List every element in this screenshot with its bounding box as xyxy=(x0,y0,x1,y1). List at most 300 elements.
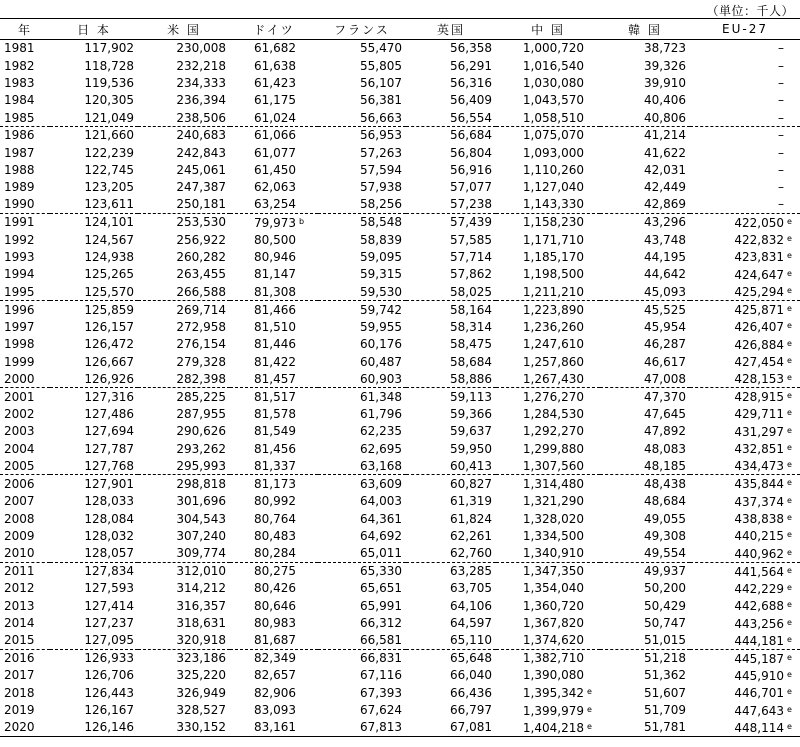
cell-korea xyxy=(600,126,690,143)
cell-year xyxy=(0,74,50,91)
cell-eu27 xyxy=(690,231,800,248)
cell-eu27 xyxy=(690,492,800,509)
cell-value: 1,334,500 xyxy=(522,528,584,543)
cell-france xyxy=(318,388,406,406)
cell-value: 126,146 xyxy=(84,720,134,735)
footnote-marker: e xyxy=(787,338,792,348)
cell-value: 83,161 xyxy=(254,720,296,735)
cell-korea xyxy=(600,231,690,248)
cell-value: 1994 xyxy=(4,267,35,282)
cell-germany xyxy=(230,719,318,737)
cell-germany xyxy=(230,196,318,213)
table-row xyxy=(0,318,800,335)
cell-uk xyxy=(406,179,496,196)
cell-france xyxy=(318,301,406,319)
cell-value: 61,682 xyxy=(254,41,296,56)
cell-korea xyxy=(600,580,690,597)
cell-value: 65,651 xyxy=(360,581,402,596)
cell-value: 1996 xyxy=(4,302,35,317)
cell-france xyxy=(318,318,406,335)
cell-france xyxy=(318,614,406,631)
cell-japan xyxy=(50,545,138,563)
cell-eu27 xyxy=(690,614,800,631)
cell-value: 1,043,570 xyxy=(522,93,584,108)
cell-value: 59,113 xyxy=(450,389,492,404)
cell-eu27 xyxy=(690,74,800,91)
footnote-marker: e xyxy=(787,216,792,226)
cell-usa xyxy=(138,266,230,283)
cell-value: 1,321,290 xyxy=(522,494,584,509)
cell-value: 323,186 xyxy=(176,651,226,666)
cell-germany xyxy=(230,614,318,631)
cell-usa xyxy=(138,40,230,57)
cell-value: 56,381 xyxy=(360,93,402,108)
cell-value: 282,398 xyxy=(176,371,226,386)
cell-value: 81,422 xyxy=(254,354,296,369)
cell-china xyxy=(496,649,600,667)
cell-value: 122,745 xyxy=(84,162,134,177)
cell-value: 59,955 xyxy=(360,319,402,334)
cell-japan xyxy=(50,231,138,248)
cell-korea xyxy=(600,510,690,527)
footnote-marker: e xyxy=(587,721,592,731)
cell-korea xyxy=(600,684,690,701)
cell-eu27 xyxy=(690,370,800,388)
cell-value: 80,275 xyxy=(254,564,296,579)
table-row xyxy=(0,492,800,509)
cell-china xyxy=(496,196,600,213)
cell-usa xyxy=(138,562,230,580)
cell-value: 447,643 xyxy=(734,703,784,718)
cell-value: 437,374 xyxy=(734,494,784,509)
cell-eu27 xyxy=(690,92,800,109)
cell-value: 2012 xyxy=(4,581,35,596)
cell-value: 309,774 xyxy=(176,546,226,561)
cell-year xyxy=(0,527,50,544)
cell-germany xyxy=(230,370,318,388)
cell-usa xyxy=(138,423,230,440)
cell-usa xyxy=(138,74,230,91)
cell-value: 2016 xyxy=(4,651,35,666)
cell-uk xyxy=(406,649,496,667)
table-row xyxy=(0,667,800,684)
header-row xyxy=(0,19,800,40)
cell-value: 287,955 xyxy=(176,406,226,421)
cell-value: 242,843 xyxy=(176,145,226,160)
cell-usa xyxy=(138,719,230,737)
cell-year xyxy=(0,649,50,667)
cell-value: 57,439 xyxy=(450,215,492,230)
cell-japan xyxy=(50,109,138,126)
footnote-marker: e xyxy=(587,687,592,697)
header-germany: ドイツ xyxy=(230,19,318,40)
cell-uk xyxy=(406,92,496,109)
cell-uk xyxy=(406,213,496,231)
cell-china xyxy=(496,248,600,265)
cell-value: 58,839 xyxy=(360,232,402,247)
cell-value: 429,711 xyxy=(734,407,784,422)
cell-year xyxy=(0,353,50,370)
cell-value: 1,127,040 xyxy=(522,180,584,195)
cell-korea xyxy=(600,423,690,440)
cell-value: 128,057 xyxy=(84,546,134,561)
cell-value: 55,805 xyxy=(360,58,402,73)
cell-value: 57,263 xyxy=(360,145,402,160)
cell-value: 81,173 xyxy=(254,476,296,491)
cell-uk xyxy=(406,57,496,74)
table-row xyxy=(0,353,800,370)
cell-korea xyxy=(600,649,690,667)
cell-korea xyxy=(600,301,690,319)
cell-value: – xyxy=(778,162,784,177)
cell-germany xyxy=(230,353,318,370)
cell-value: 427,454 xyxy=(734,355,784,370)
cell-value: 290,626 xyxy=(176,424,226,439)
cell-value: 1,247,610 xyxy=(522,337,584,352)
cell-china xyxy=(496,335,600,352)
cell-value: 51,218 xyxy=(644,651,686,666)
cell-china xyxy=(496,213,600,231)
cell-japan xyxy=(50,370,138,388)
cell-value: 66,831 xyxy=(360,651,402,666)
cell-france xyxy=(318,144,406,161)
cell-value: 57,585 xyxy=(450,232,492,247)
cell-value: 42,031 xyxy=(644,162,686,177)
cell-france xyxy=(318,457,406,475)
cell-year xyxy=(0,266,50,283)
cell-value: 61,175 xyxy=(254,93,296,108)
cell-value: 285,225 xyxy=(176,389,226,404)
cell-value: 38,723 xyxy=(644,41,686,56)
cell-value: 2011 xyxy=(4,564,35,579)
cell-korea xyxy=(600,719,690,737)
cell-china xyxy=(496,388,600,406)
cell-value: 126,706 xyxy=(84,668,134,683)
header-uk: 英国 xyxy=(406,19,496,40)
cell-value: 119,536 xyxy=(84,75,134,90)
cell-germany xyxy=(230,510,318,527)
cell-uk xyxy=(406,301,496,319)
cell-france xyxy=(318,57,406,74)
cell-france xyxy=(318,353,406,370)
cell-value: 126,926 xyxy=(84,371,134,386)
cell-usa xyxy=(138,457,230,475)
cell-value: 428,915 xyxy=(734,390,784,405)
cell-germany xyxy=(230,580,318,597)
cell-china xyxy=(496,179,600,196)
cell-eu27 xyxy=(690,440,800,457)
cell-japan xyxy=(50,318,138,335)
cell-value: 49,055 xyxy=(644,511,686,526)
cell-france xyxy=(318,492,406,509)
cell-value: 56,316 xyxy=(450,75,492,90)
cell-eu27 xyxy=(690,702,800,719)
cell-year xyxy=(0,440,50,457)
table-row xyxy=(0,196,800,213)
cell-japan xyxy=(50,492,138,509)
cell-value: 59,637 xyxy=(450,424,492,439)
cell-eu27 xyxy=(690,248,800,265)
cell-year xyxy=(0,719,50,737)
cell-value: 422,050 xyxy=(734,215,784,230)
cell-value: 66,436 xyxy=(450,685,492,700)
cell-value: 125,265 xyxy=(84,267,134,282)
cell-korea xyxy=(600,213,690,231)
cell-china xyxy=(496,353,600,370)
cell-korea xyxy=(600,597,690,614)
cell-value: 57,714 xyxy=(450,249,492,264)
cell-japan xyxy=(50,510,138,527)
cell-value: 49,554 xyxy=(644,546,686,561)
cell-japan xyxy=(50,40,138,57)
cell-china xyxy=(496,231,600,248)
cell-france xyxy=(318,440,406,457)
cell-value: 1,314,480 xyxy=(522,476,584,491)
cell-value: 1985 xyxy=(4,110,35,125)
footnote-marker: e xyxy=(787,634,792,644)
cell-eu27 xyxy=(690,161,800,178)
cell-value: 61,824 xyxy=(450,511,492,526)
cell-value: 1,299,880 xyxy=(522,441,584,456)
cell-china xyxy=(496,92,600,109)
cell-eu27 xyxy=(690,301,800,319)
cell-france xyxy=(318,562,406,580)
cell-value: 1982 xyxy=(4,58,35,73)
cell-value: 47,892 xyxy=(644,424,686,439)
cell-eu27 xyxy=(690,126,800,143)
cell-value: 448,114 xyxy=(734,720,784,735)
footnote-marker: e xyxy=(787,547,792,557)
cell-eu27 xyxy=(690,527,800,544)
header-eu27: EU-27 xyxy=(690,19,800,40)
cell-value: – xyxy=(778,58,784,73)
cell-china xyxy=(496,74,600,91)
cell-china xyxy=(496,614,600,631)
cell-china xyxy=(496,109,600,126)
cell-value: 1,075,070 xyxy=(522,128,584,143)
cell-china xyxy=(496,405,600,422)
footnote-marker: e xyxy=(787,495,792,505)
cell-value: 63,285 xyxy=(450,564,492,579)
cell-value: 126,157 xyxy=(84,319,134,334)
cell-value: 128,032 xyxy=(84,528,134,543)
cell-germany xyxy=(230,213,318,231)
cell-eu27 xyxy=(690,562,800,580)
cell-china xyxy=(496,57,600,74)
cell-japan xyxy=(50,335,138,352)
cell-uk xyxy=(406,632,496,650)
cell-korea xyxy=(600,632,690,650)
cell-value: 1,354,040 xyxy=(522,581,584,596)
cell-value: 126,167 xyxy=(84,703,134,718)
cell-value: 232,218 xyxy=(176,58,226,73)
cell-value: 328,527 xyxy=(176,703,226,718)
cell-usa xyxy=(138,649,230,667)
cell-usa xyxy=(138,57,230,74)
footnote-marker: e xyxy=(787,286,792,296)
footnote-marker: e xyxy=(787,234,792,244)
cell-value: 126,933 xyxy=(84,651,134,666)
cell-value: 428,153 xyxy=(734,372,784,387)
cell-usa xyxy=(138,301,230,319)
cell-korea xyxy=(600,667,690,684)
cell-uk xyxy=(406,318,496,335)
cell-france xyxy=(318,92,406,109)
cell-usa xyxy=(138,213,230,231)
table-row xyxy=(0,92,800,109)
table-row xyxy=(0,562,800,580)
cell-value: 41,622 xyxy=(644,145,686,160)
cell-germany xyxy=(230,545,318,563)
cell-france xyxy=(318,161,406,178)
cell-usa xyxy=(138,248,230,265)
cell-usa xyxy=(138,370,230,388)
cell-value: 263,455 xyxy=(176,267,226,282)
cell-value: 65,991 xyxy=(360,598,402,613)
cell-year xyxy=(0,109,50,126)
cell-value: 1,399,979 xyxy=(522,703,584,718)
cell-value: 444,181 xyxy=(734,633,784,648)
cell-value: 66,581 xyxy=(360,633,402,648)
cell-value: 65,330 xyxy=(360,564,402,579)
cell-eu27 xyxy=(690,109,800,126)
cell-germany xyxy=(230,126,318,143)
cell-usa xyxy=(138,527,230,544)
table-row xyxy=(0,266,800,283)
cell-year xyxy=(0,667,50,684)
cell-value: 48,083 xyxy=(644,441,686,456)
cell-value: 1983 xyxy=(4,75,35,90)
footnote-marker: e xyxy=(787,251,792,261)
cell-value: 80,992 xyxy=(254,494,296,509)
cell-china xyxy=(496,283,600,301)
cell-korea xyxy=(600,457,690,475)
cell-value: 443,256 xyxy=(734,616,784,631)
cell-year xyxy=(0,475,50,493)
cell-value: 1999 xyxy=(4,354,35,369)
cell-value: 238,506 xyxy=(176,110,226,125)
header-france: フランス xyxy=(318,19,406,40)
cell-france xyxy=(318,179,406,196)
cell-usa xyxy=(138,684,230,701)
cell-value: 260,282 xyxy=(176,249,226,264)
cell-germany xyxy=(230,74,318,91)
cell-value: 440,962 xyxy=(734,546,784,561)
cell-usa xyxy=(138,475,230,493)
cell-value: 62,063 xyxy=(254,180,296,195)
cell-value: 127,694 xyxy=(84,424,134,439)
cell-value: 56,358 xyxy=(450,41,492,56)
table-row xyxy=(0,231,800,248)
cell-eu27 xyxy=(690,475,800,493)
cell-china xyxy=(496,667,600,684)
cell-china xyxy=(496,527,600,544)
cell-year xyxy=(0,632,50,650)
cell-value: 80,284 xyxy=(254,546,296,561)
cell-china xyxy=(496,597,600,614)
table-row xyxy=(0,126,800,143)
cell-france xyxy=(318,266,406,283)
cell-japan xyxy=(50,57,138,74)
cell-germany xyxy=(230,231,318,248)
footnote-marker: e xyxy=(587,704,592,714)
cell-france xyxy=(318,580,406,597)
cell-china xyxy=(496,144,600,161)
cell-year xyxy=(0,597,50,614)
cell-value: 2018 xyxy=(4,685,35,700)
cell-china xyxy=(496,40,600,57)
cell-germany xyxy=(230,109,318,126)
cell-france xyxy=(318,475,406,493)
cell-value: 293,262 xyxy=(176,441,226,456)
cell-value: 48,684 xyxy=(644,494,686,509)
cell-uk xyxy=(406,388,496,406)
cell-usa xyxy=(138,702,230,719)
cell-value: 2007 xyxy=(4,494,35,509)
cell-value: 51,709 xyxy=(644,703,686,718)
cell-value: 43,748 xyxy=(644,232,686,247)
cell-value: 1,016,540 xyxy=(522,58,584,73)
cell-usa xyxy=(138,109,230,126)
cell-china xyxy=(496,580,600,597)
cell-value: 124,567 xyxy=(84,232,134,247)
cell-value: 51,607 xyxy=(644,685,686,700)
cell-eu27 xyxy=(690,283,800,301)
cell-germany xyxy=(230,248,318,265)
cell-value: 1,347,350 xyxy=(522,564,584,579)
cell-japan xyxy=(50,405,138,422)
cell-france xyxy=(318,649,406,667)
cell-value: 83,093 xyxy=(254,703,296,718)
cell-france xyxy=(318,283,406,301)
cell-value: 1,382,710 xyxy=(522,651,584,666)
unit-note: （単位：千人） xyxy=(706,4,794,18)
cell-uk xyxy=(406,144,496,161)
cell-value: 80,764 xyxy=(254,511,296,526)
cell-value: 127,095 xyxy=(84,633,134,648)
cell-france xyxy=(318,632,406,650)
cell-value: 442,229 xyxy=(734,581,784,596)
cell-value: 51,781 xyxy=(644,720,686,735)
cell-usa xyxy=(138,126,230,143)
cell-value: 63,609 xyxy=(360,476,402,491)
cell-value: – xyxy=(778,41,784,56)
cell-germany xyxy=(230,405,318,422)
footnote-marker: b xyxy=(299,216,305,226)
cell-value: 1,198,500 xyxy=(522,267,584,282)
cell-japan xyxy=(50,562,138,580)
cell-value: 81,337 xyxy=(254,458,296,473)
table-body xyxy=(0,40,800,737)
footnote-marker: e xyxy=(787,600,792,610)
cell-value: 63,254 xyxy=(254,197,296,212)
cell-value: 2004 xyxy=(4,441,35,456)
cell-korea xyxy=(600,527,690,544)
population-table xyxy=(0,18,800,737)
cell-france xyxy=(318,213,406,231)
cell-year xyxy=(0,562,50,580)
cell-value: 56,916 xyxy=(450,162,492,177)
cell-value: 56,663 xyxy=(360,110,402,125)
cell-germany xyxy=(230,179,318,196)
cell-value: 240,683 xyxy=(176,128,226,143)
footnote-marker: e xyxy=(787,565,792,575)
cell-uk xyxy=(406,40,496,57)
cell-value: 236,394 xyxy=(176,93,226,108)
cell-value: 58,256 xyxy=(360,197,402,212)
cell-korea xyxy=(600,266,690,283)
cell-korea xyxy=(600,196,690,213)
